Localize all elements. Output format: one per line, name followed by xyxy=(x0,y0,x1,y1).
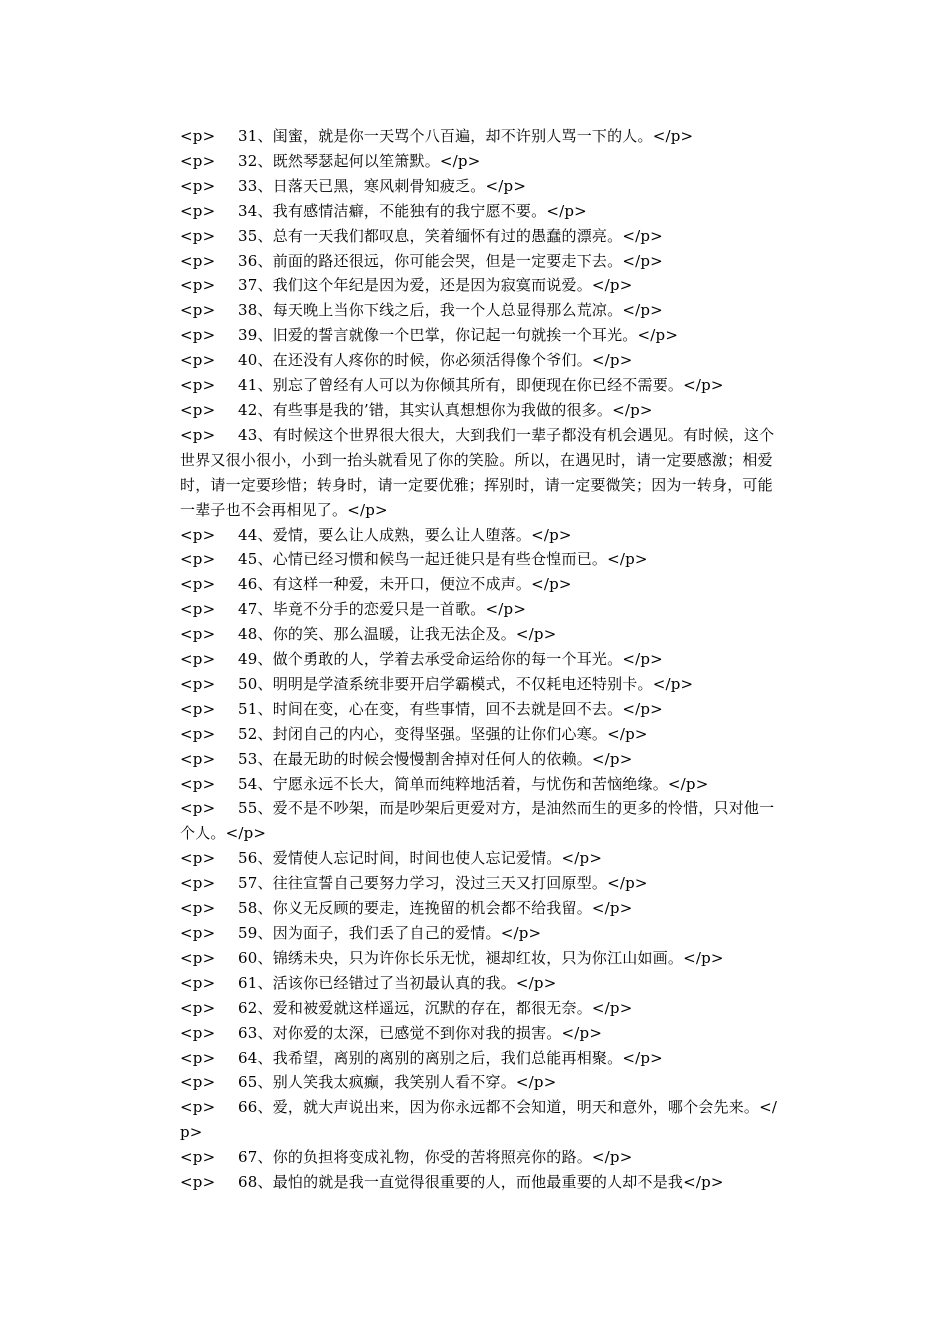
line-text: 、每天晚上当你下线之后，我一个人总显得那么荒凉。 xyxy=(257,301,623,320)
line-number: 62 xyxy=(238,998,258,1017)
line-number: 32 xyxy=(238,151,258,170)
line-text: 、爱情，要么让人成熟，要么让人堕落。 xyxy=(257,525,532,544)
close-tag: </p> xyxy=(225,824,267,843)
text-line xyxy=(180,896,780,921)
close-tag: </p> xyxy=(515,973,557,992)
line-number: 59 xyxy=(238,924,258,942)
text-line xyxy=(180,547,780,572)
close-tag: </p> xyxy=(531,525,572,544)
close-tag: </p> xyxy=(180,1098,778,1142)
line-text: 、封闭自己的内心，变得坚强。坚强的让你们心寒。 xyxy=(257,724,608,743)
open-tag: <p> xyxy=(180,376,216,395)
line-text: 、有时候这个世界很大很大，大到我们一辈子都没有机会遇见。有时候，这个世界又很小很小，小到一抬头就看见了你的笑脸。所以，在遇见时，请一定要感激；相爱时，请一定要珍惜；转身时，请一定要优雅；挥别时，请一定要微笑；因为一转身，可能一辈子也不会再相见了。 xyxy=(180,425,775,519)
line-number: 65 xyxy=(238,1073,258,1092)
text-line xyxy=(180,398,780,423)
line-text: 、你的负担将变成礼物，你受的苦将照亮你的路。 xyxy=(257,1148,592,1167)
line-text: 、旧爱的誓言就像一个巴掌，你记起一句就挨一个耳光。 xyxy=(257,326,638,345)
line-number: 46 xyxy=(238,575,258,594)
line-number: 58 xyxy=(238,899,258,918)
open-tag: <p> xyxy=(180,849,216,868)
open-tag: <p> xyxy=(180,1048,216,1067)
line-number: 54 xyxy=(238,774,258,793)
open-tag: <p> xyxy=(180,525,216,544)
close-tag: </p> xyxy=(347,500,388,519)
line-text: 、宁愿永远不长大，简单而纯粹地活着，与忧伤和苦恼绝缘。 xyxy=(257,774,668,793)
open-tag: <p> xyxy=(180,400,216,419)
text-line xyxy=(180,249,780,274)
close-tag: </p> xyxy=(515,1073,557,1092)
text-line xyxy=(180,199,780,224)
open-tag: <p> xyxy=(180,1173,216,1192)
line-text: 、我们这个年纪是因为爱，还是因为寂寞而说爱。 xyxy=(257,276,592,295)
open-tag: <p> xyxy=(180,650,216,669)
open-tag: <p> xyxy=(180,226,216,245)
document-body xyxy=(180,124,780,1195)
text-line xyxy=(180,672,780,697)
close-tag: </p> xyxy=(607,874,648,893)
close-tag: </p> xyxy=(591,276,633,295)
open-tag: <p> xyxy=(180,127,216,145)
open-tag: <p> xyxy=(180,998,216,1017)
text-line xyxy=(180,373,780,398)
open-tag: <p> xyxy=(180,774,216,793)
text-line xyxy=(180,796,780,846)
close-tag: </p> xyxy=(622,301,663,320)
text-line xyxy=(180,647,780,672)
close-tag: </p> xyxy=(591,998,633,1017)
open-tag: <p> xyxy=(180,201,216,220)
line-number: 55 xyxy=(238,799,258,818)
line-text: 、在还没有人疼你的时候，你必须活得像个爷们。 xyxy=(257,351,592,370)
line-number: 67 xyxy=(238,1148,258,1167)
line-number: 35 xyxy=(238,226,258,245)
text-line xyxy=(180,1046,780,1071)
close-tag: </p> xyxy=(561,849,603,868)
line-text: 、爱，就大声说出来，因为你永远都不会知道，明天和意外，哪个会先来。 xyxy=(257,1098,760,1117)
text-line xyxy=(180,622,780,647)
line-text: 、因为面子，我们丢了自己的爱情。 xyxy=(257,924,501,942)
text-line xyxy=(180,323,780,348)
line-text: 、心情已经习惯和候鸟一起迁徙只是有些仓惶而已。 xyxy=(257,550,608,569)
line-text: 、爱和被爱就这样遥远，沉默的存在，都很无奈。 xyxy=(257,998,592,1017)
text-line xyxy=(180,772,780,797)
line-text: 、闺蜜，就是你一天骂个八百遍，却不许别人骂一下的人。 xyxy=(257,127,653,145)
line-number: 63 xyxy=(238,1023,258,1042)
open-tag: <p> xyxy=(180,575,216,594)
close-tag: </p> xyxy=(591,749,633,768)
text-line xyxy=(180,298,780,323)
line-text: 、爱情使人忘记时间，时间也使人忘记爱情。 xyxy=(257,849,562,868)
text-line xyxy=(180,722,780,747)
close-tag: </p> xyxy=(622,1048,663,1067)
line-text: 、别人笑我太疯癫，我笑别人看不穿。 xyxy=(257,1073,516,1092)
line-number: 57 xyxy=(238,874,258,893)
close-tag: </p> xyxy=(622,251,663,270)
line-text: 、我有感情洁癖，不能独有的我宁愿不要。 xyxy=(257,201,547,220)
line-number: 61 xyxy=(238,973,258,992)
open-tag: <p> xyxy=(180,899,216,918)
line-number: 43 xyxy=(238,425,258,444)
close-tag: </p> xyxy=(439,151,481,170)
text-line xyxy=(180,921,780,946)
line-number: 31 xyxy=(238,127,258,145)
text-line xyxy=(180,149,780,174)
close-tag: </p> xyxy=(622,226,663,245)
text-line xyxy=(180,1170,780,1195)
open-tag: <p> xyxy=(180,326,216,345)
open-tag: <p> xyxy=(180,351,216,370)
line-number: 50 xyxy=(238,674,258,693)
line-text: 、明明是学渣系统非要开启学霸模式，不仅耗电还特别卡。 xyxy=(257,674,653,693)
line-text: 、既然琴瑟起何以笙箫默。 xyxy=(257,151,440,170)
line-text: 、往往宣誓自己要努力学习，没过三天又打回原型。 xyxy=(257,874,608,893)
line-text: 、总有一天我们都叹息，笑着缅怀有过的愚蠢的漂亮。 xyxy=(257,226,623,245)
open-tag: <p> xyxy=(180,699,216,718)
line-text: 、日落天已黑，寒风刺骨知疲乏。 xyxy=(257,176,486,195)
line-number: 36 xyxy=(238,251,258,270)
line-text: 、时间在变，心在变，有些事情，回不去就是回不去。 xyxy=(257,699,623,718)
line-number: 66 xyxy=(238,1098,258,1117)
line-text: 、爱不是不吵架，而是吵架后更爱对方，是油然而生的更多的怜惜，只对他一个人。 xyxy=(180,799,775,843)
text-line xyxy=(180,1095,780,1145)
close-tag: </p> xyxy=(683,1173,724,1192)
line-text: 、最怕的就是我一直觉得很重要的人，而他最重要的人却不是我 xyxy=(257,1173,684,1192)
open-tag: <p> xyxy=(180,1073,216,1092)
line-text: 、对你爱的太深，已感觉不到你对我的损害。 xyxy=(257,1023,562,1042)
close-tag: </p> xyxy=(683,948,724,967)
text-line xyxy=(180,946,780,971)
line-number: 38 xyxy=(238,301,258,320)
close-tag: </p> xyxy=(637,326,679,345)
open-tag: <p> xyxy=(180,151,216,170)
open-tag: <p> xyxy=(180,276,216,295)
text-line xyxy=(180,996,780,1021)
close-tag: </p> xyxy=(515,625,557,644)
close-tag: </p> xyxy=(531,575,572,594)
line-number: 53 xyxy=(238,749,258,768)
text-line xyxy=(180,174,780,199)
line-number: 39 xyxy=(238,326,258,345)
line-number: 45 xyxy=(238,550,258,569)
open-tag: <p> xyxy=(180,301,216,320)
line-number: 40 xyxy=(238,351,258,370)
line-number: 37 xyxy=(238,276,258,295)
line-number: 41 xyxy=(238,376,258,395)
open-tag: <p> xyxy=(180,550,216,569)
line-text: 、你义无反顾的要走，连挽留的机会都不给我留。 xyxy=(257,899,592,918)
line-number: 64 xyxy=(238,1048,258,1067)
line-text: 、别忘了曾经有人可以为你倾其所有，即便现在你已经不需要。 xyxy=(257,376,684,395)
close-tag: </p> xyxy=(591,351,633,370)
text-line xyxy=(180,747,780,772)
close-tag: </p> xyxy=(607,724,648,743)
open-tag: <p> xyxy=(180,600,216,619)
open-tag: <p> xyxy=(180,724,216,743)
open-tag: <p> xyxy=(180,625,216,644)
line-text: 、有些事是我的’错，其实认真想想你为我做的很多。 xyxy=(257,400,613,419)
close-tag: </p> xyxy=(591,1148,633,1167)
text-line xyxy=(180,124,780,149)
open-tag: <p> xyxy=(180,973,216,992)
close-tag: </p> xyxy=(652,674,694,693)
line-number: 42 xyxy=(238,400,258,419)
close-tag: </p> xyxy=(612,400,653,419)
open-tag: <p> xyxy=(180,674,216,693)
text-line xyxy=(180,697,780,722)
open-tag: <p> xyxy=(180,425,216,444)
line-text: 、毕竟不分手的恋爱只是一首歌。 xyxy=(257,600,486,619)
text-line xyxy=(180,597,780,622)
text-line xyxy=(180,423,780,523)
line-number: 34 xyxy=(238,201,258,220)
text-line xyxy=(180,572,780,597)
open-tag: <p> xyxy=(180,176,216,195)
open-tag: <p> xyxy=(180,924,216,942)
text-line xyxy=(180,224,780,249)
text-line xyxy=(180,523,780,548)
open-tag: <p> xyxy=(180,1098,216,1117)
line-text: 、锦绣未央，只为许你长乐无忧，褪却红妆，只为你江山如画。 xyxy=(257,948,684,967)
open-tag: <p> xyxy=(180,948,216,967)
text-line xyxy=(180,348,780,373)
open-tag: <p> xyxy=(180,1148,216,1167)
text-line xyxy=(180,273,780,298)
text-line xyxy=(180,971,780,996)
close-tag: </p> xyxy=(591,899,633,918)
text-line xyxy=(180,846,780,871)
line-text: 、在最无助的时候会慢慢割舍掉对任何人的依赖。 xyxy=(257,749,592,768)
line-text: 、我希望，离别的离别的离别之后，我们总能再相聚。 xyxy=(257,1048,623,1067)
line-number: 33 xyxy=(238,176,258,195)
close-tag: </p> xyxy=(607,550,648,569)
close-tag: </p> xyxy=(546,201,587,220)
line-number: 56 xyxy=(238,849,258,868)
close-tag: </p> xyxy=(485,600,527,619)
open-tag: <p> xyxy=(180,874,216,893)
close-tag: </p> xyxy=(561,1023,603,1042)
close-tag: </p> xyxy=(683,376,724,395)
line-text: 、做个勇敢的人，学着去承受命运给你的每一个耳光。 xyxy=(257,650,623,669)
line-number: 68 xyxy=(238,1173,258,1192)
text-line xyxy=(180,1070,780,1095)
line-text: 、前面的路还很远，你可能会哭，但是一定要走下去。 xyxy=(257,251,623,270)
line-text: 、活该你已经错过了当初最认真的我。 xyxy=(257,973,516,992)
line-number: 47 xyxy=(238,600,258,619)
open-tag: <p> xyxy=(180,1023,216,1042)
text-line xyxy=(180,1145,780,1170)
line-number: 52 xyxy=(238,724,258,743)
close-tag: </p> xyxy=(652,127,694,145)
line-number: 44 xyxy=(238,525,258,544)
close-tag: </p> xyxy=(622,650,663,669)
text-line xyxy=(180,871,780,896)
open-tag: <p> xyxy=(180,251,216,270)
close-tag: </p> xyxy=(622,699,663,718)
line-text: 、你的笑、那么温暖，让我无法企及。 xyxy=(257,625,516,644)
open-tag: <p> xyxy=(180,749,216,768)
line-text: 、有这样一种爱，未开口，便泣不成声。 xyxy=(257,575,532,594)
text-line xyxy=(180,1021,780,1046)
close-tag: </p> xyxy=(485,176,527,195)
line-number: 51 xyxy=(238,699,258,718)
open-tag: <p> xyxy=(180,799,216,818)
close-tag: </p> xyxy=(500,924,542,942)
close-tag: </p> xyxy=(667,774,709,793)
line-number: 60 xyxy=(238,948,258,967)
line-number: 49 xyxy=(238,650,258,669)
line-number: 48 xyxy=(238,625,258,644)
